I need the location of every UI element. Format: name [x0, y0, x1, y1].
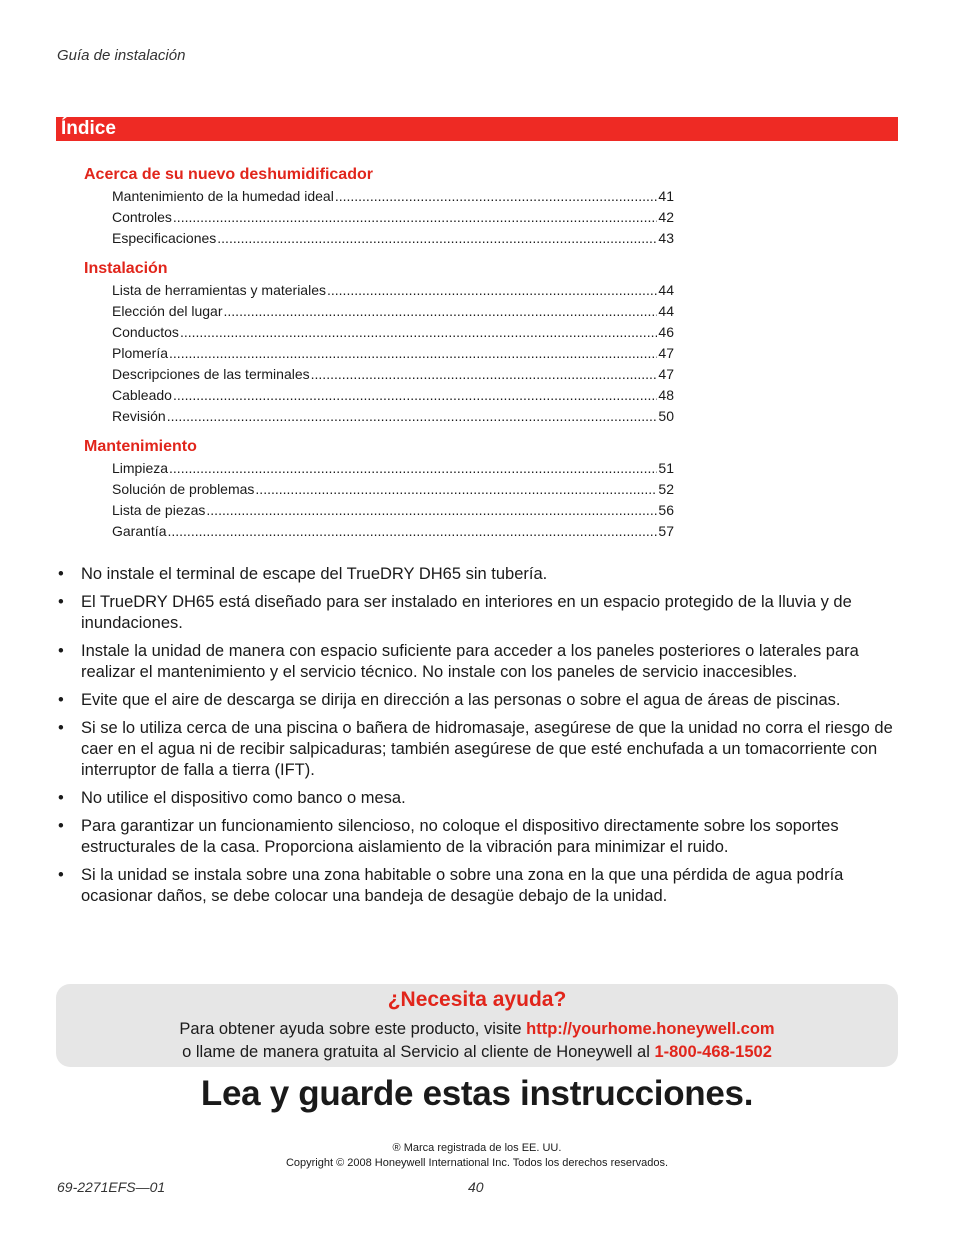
dot-leader: [180, 322, 657, 343]
dot-leader: [224, 301, 658, 322]
warning-item: • No instale el terminal de escape del TrueDRY DH65 sin tubería.: [57, 564, 893, 585]
toc-section-title: Acerca de su nuevo deshumidificador: [84, 166, 373, 183]
toc-entry-label: Conductos: [112, 324, 179, 340]
toc-entry-label: Limpieza: [112, 460, 169, 476]
read-and-save-heading: Lea y guarde estas instrucciones.: [200, 1074, 754, 1113]
toc-section: [84, 435, 674, 542]
toc-entry: [112, 479, 674, 500]
copyright-note: Copyright © 2008 Honeywell International Inc. Todos los derechos reservados.: [285, 1157, 669, 1169]
warning-item: • El TrueDRY DH65 está diseñado para ser instalado en interiores en un espacio protegido de la lluvia y de inundaciones.: [57, 592, 893, 634]
toc-entry: [112, 207, 674, 228]
trademark-note: ® Marca registrada de los EE. UU.: [392, 1142, 562, 1154]
help-line-website: [56, 1020, 898, 1039]
toc-entry-page: 46: [658, 324, 674, 340]
toc-section-title: Mantenimiento: [84, 438, 197, 455]
toc-entry-label: Cableado: [112, 387, 172, 403]
dot-leader: [167, 521, 657, 542]
help-phone-link[interactable]: 1-800-468-1502: [654, 1043, 772, 1061]
toc-entry: [112, 343, 674, 364]
dot-leader: [169, 343, 657, 364]
toc-entry: [112, 186, 674, 207]
help-website-text: Para obtener ayuda sobre este producto, visite: [179, 1020, 527, 1038]
dot-leader: [311, 364, 658, 385]
toc-entry-page: 57: [658, 523, 674, 539]
toc-entry-label: Revisión: [112, 408, 166, 424]
help-title: ¿Necesita ayuda?: [387, 988, 567, 1011]
warning-item: • No utilice el dispositivo como banco o mesa.: [57, 788, 893, 809]
toc-entry: [112, 228, 674, 249]
warning-item: • Instale la unidad de manera con espacio suficiente para acceder a los paneles posteriores o laterales para realizar el mantenimiento y el servicio técnico. No instale con los paneles de servicio inaccesibles.: [57, 641, 893, 683]
toc-entry-page: 48: [658, 387, 674, 403]
toc-entry: [112, 406, 674, 427]
toc-entry-page: 44: [658, 282, 674, 298]
toc-entry-label: Especificaciones: [112, 230, 217, 246]
help-phone-text: o llame de manera gratuita al Servicio al cliente de Honeywell al: [182, 1043, 655, 1061]
help-line-phone: [56, 1043, 898, 1062]
toc-entry-page: 51: [658, 460, 674, 476]
dot-leader: [169, 458, 657, 479]
dot-leader: [173, 385, 657, 406]
index-heading: Índice: [61, 118, 116, 139]
toc-entry: [112, 364, 674, 385]
toc-entry-page: 44: [658, 303, 674, 319]
toc-entry-page: 47: [658, 366, 674, 382]
toc-entry-label: Descripciones de las terminales: [112, 366, 310, 382]
toc-section: [84, 163, 674, 249]
toc-entry-page: 52: [658, 481, 674, 497]
toc-entry-page: 56: [658, 502, 674, 518]
toc-entry-label: Plomería: [112, 345, 169, 361]
index-heading-bar: [56, 117, 898, 141]
warning-item: • Si se lo utiliza cerca de una piscina o bañera de hidromasaje, asegúrese de que la unidad no corra el riesgo de caer en el agua ni de recibir salpicaduras; también asegúrese de que esté enchufada a un tomacorriente con interruptor de falla a tierra (IFT).: [57, 718, 893, 781]
toc-entry-page: 41: [658, 188, 674, 204]
dot-leader: [255, 479, 657, 500]
toc-entry: [112, 521, 674, 542]
guide-title: Guía de instalación: [57, 47, 186, 64]
dot-leader: [335, 186, 658, 207]
toc-entry-label: Elección del lugar: [112, 303, 223, 319]
toc-entry-page: 50: [658, 408, 674, 424]
toc-entry: [112, 500, 674, 521]
dot-leader: [167, 406, 658, 427]
table-of-contents: [84, 163, 674, 542]
toc-section: [84, 257, 674, 427]
toc-entry-label: Lista de herramientas y materiales: [112, 282, 326, 298]
toc-entry-page: 42: [658, 209, 674, 225]
dot-leader: [217, 228, 657, 249]
toc-entry-label: Solución de problemas: [112, 481, 255, 497]
toc-entry: [112, 385, 674, 406]
safety-warnings-list: [57, 564, 893, 914]
toc-entry-label: Garantía: [112, 523, 167, 539]
warning-item: • Si la unidad se instala sobre una zona habitable o sobre una zona en la que una pérdida de agua podría ocasionar daños, se debe colocar una bandeja de desagüe debajo de la unidad.: [57, 865, 893, 907]
toc-entry: [112, 301, 674, 322]
toc-entry: [112, 458, 674, 479]
toc-entry-page: 43: [658, 230, 674, 246]
toc-entry-label: Controles: [112, 209, 172, 225]
toc-entry: [112, 322, 674, 343]
dot-leader: [173, 207, 658, 228]
document-number: 69-2271EFS—01: [57, 1179, 166, 1195]
page-number: 40: [468, 1179, 484, 1195]
toc-entry-label: Mantenimiento de la humedad ideal: [112, 188, 334, 204]
warning-item: • Evite que el aire de descarga se dirija en dirección a las personas o sobre el agua de áreas de piscinas.: [57, 690, 893, 711]
footer-notes: [0, 1141, 954, 1171]
toc-entry-page: 47: [658, 345, 674, 361]
toc-entry: [112, 280, 674, 301]
toc-entry-label: Lista de piezas: [112, 502, 206, 518]
help-box: [56, 984, 898, 1067]
toc-section-title: Instalación: [84, 260, 168, 277]
dot-leader: [206, 500, 657, 521]
help-website-link[interactable]: http://yourhome.honeywell.com: [526, 1020, 775, 1038]
warning-item: • Para garantizar un funcionamiento silencioso, no coloque el dispositivo directamente sobre los soportes estructurales de la casa. Proporciona aislamiento de la vibración para minimizar el ruido.: [57, 816, 893, 858]
dot-leader: [327, 280, 657, 301]
